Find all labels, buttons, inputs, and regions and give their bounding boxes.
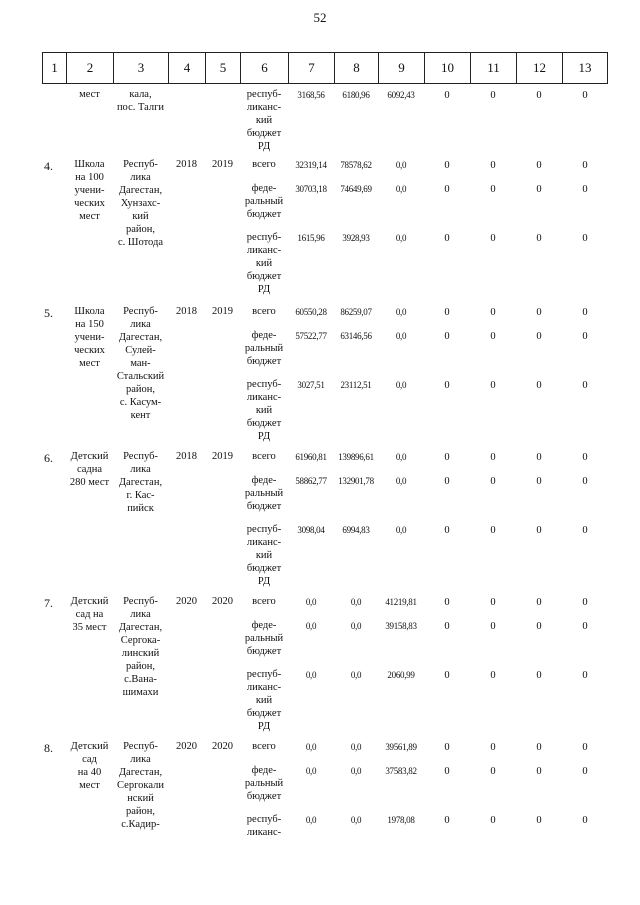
value-col-7: 0,0 — [305, 742, 317, 752]
value-col-8: 74649,69 — [340, 184, 372, 194]
value-col-11: 0 — [490, 233, 496, 244]
value-col-10: 0 — [444, 525, 450, 536]
object-location: Респуб- лика Дагестан, Сергока- линский район, с.Вана- шимахи — [118, 596, 163, 698]
value-col-11: 0 — [490, 742, 496, 753]
value-col-12: 0 — [536, 452, 542, 463]
row-number: 7. — [44, 596, 53, 610]
value-col-8: 132901,78 — [338, 476, 374, 486]
value-col-8: 0,0 — [350, 815, 362, 825]
value-col-10: 0 — [444, 452, 450, 463]
funding-source: всего — [252, 306, 276, 317]
funding-source: феде- ральный бюджет — [244, 330, 284, 367]
value-col-12: 0 — [536, 670, 542, 681]
funding-source: феде- ральный бюджет — [244, 620, 284, 657]
value-col-13: 0 — [582, 621, 588, 632]
column-header-5: 5 — [205, 53, 240, 83]
value-col-7: 3027,51 — [297, 380, 325, 390]
object-name: Школа на 150 учени- ческих мест — [74, 306, 105, 369]
value-col-12: 0 — [536, 815, 542, 826]
value-col-12: 0 — [536, 742, 542, 753]
value-col-7: 60550,28 — [295, 307, 327, 317]
value-col-13: 0 — [582, 331, 588, 342]
start-year: 2018 — [176, 159, 197, 170]
value-col-12: 0 — [536, 476, 542, 487]
value-col-12: 0 — [536, 621, 542, 632]
funding-source: феде- ральный бюджет — [244, 475, 284, 512]
value-col-8: 0,0 — [350, 742, 362, 752]
value-col-8: 6180,96 — [342, 90, 370, 100]
value-col-7: 30703,18 — [295, 184, 327, 194]
funding-source: респуб- ликанс- кий бюджет РД — [246, 524, 282, 587]
end-year: 2019 — [212, 451, 233, 462]
column-header-9: 9 — [378, 53, 424, 83]
value-col-13: 0 — [582, 670, 588, 681]
value-col-7: 32319,14 — [295, 160, 327, 170]
object-location: Респуб- лика Дагестан, Сулей- ман- Стальский район, с. Касум- кент — [116, 306, 165, 421]
object-name: Детский сад на 35 мест — [70, 596, 109, 633]
value-col-13: 0 — [582, 233, 588, 244]
column-header-8: 8 — [334, 53, 378, 83]
value-col-7: 58862,77 — [295, 476, 327, 486]
value-col-13: 0 — [582, 766, 588, 777]
value-col-10: 0 — [444, 307, 450, 318]
value-col-12: 0 — [536, 525, 542, 536]
value-col-7: 3168,56 — [297, 90, 325, 100]
value-col-9: 0,0 — [395, 160, 407, 170]
column-header-13: 13 — [562, 53, 608, 83]
value-col-7: 0,0 — [305, 766, 317, 776]
end-year: 2019 — [212, 306, 233, 317]
value-col-12: 0 — [536, 380, 542, 391]
value-col-9: 0,0 — [395, 476, 407, 486]
value-col-12: 0 — [536, 331, 542, 342]
funding-source: всего — [252, 741, 276, 752]
column-header-6: 6 — [240, 53, 288, 83]
funding-source: всего — [252, 159, 276, 170]
value-col-8: 0,0 — [350, 766, 362, 776]
value-col-11: 0 — [490, 90, 496, 101]
value-col-10: 0 — [444, 90, 450, 101]
value-col-13: 0 — [582, 90, 588, 101]
value-col-11: 0 — [490, 331, 496, 342]
start-year: 2020 — [176, 596, 197, 607]
value-col-9: 39561,89 — [385, 742, 417, 752]
value-col-8: 23112,51 — [340, 380, 372, 390]
funding-source: респуб- ликанс- кий бюджет РД — [246, 89, 282, 152]
value-col-11: 0 — [490, 597, 496, 608]
value-col-13: 0 — [582, 476, 588, 487]
object-name: Детский садна 280 мест — [69, 451, 110, 488]
value-col-9: 0,0 — [395, 184, 407, 194]
value-col-13: 0 — [582, 184, 588, 195]
value-col-9: 6092,43 — [387, 90, 415, 100]
end-year: 2019 — [212, 159, 233, 170]
funding-source: феде- ральный бюджет — [244, 183, 284, 220]
end-year: 2020 — [212, 741, 233, 752]
value-col-13: 0 — [582, 307, 588, 318]
value-col-11: 0 — [490, 160, 496, 171]
object-name: Школа на 100 учени- ческих мест — [74, 159, 105, 222]
value-col-11: 0 — [490, 184, 496, 195]
value-col-9: 41219,81 — [385, 597, 417, 607]
value-col-10: 0 — [444, 331, 450, 342]
value-col-7: 3098,04 — [297, 525, 325, 535]
value-col-9: 0,0 — [395, 380, 407, 390]
funding-source: феде- ральный бюджет — [244, 765, 284, 802]
value-col-10: 0 — [444, 766, 450, 777]
value-col-12: 0 — [536, 160, 542, 171]
object-location: Респуб- лика Дагестан, г. Кас- пийск — [118, 451, 163, 514]
value-col-9: 39158,83 — [385, 621, 417, 631]
value-col-10: 0 — [444, 160, 450, 171]
value-col-12: 0 — [536, 184, 542, 195]
value-col-9: 0,0 — [395, 525, 407, 535]
value-col-13: 0 — [582, 815, 588, 826]
row-number: 4. — [44, 159, 53, 173]
value-col-10: 0 — [444, 380, 450, 391]
value-col-8: 86259,07 — [340, 307, 372, 317]
value-col-8: 6994,83 — [342, 525, 370, 535]
value-col-11: 0 — [490, 380, 496, 391]
value-col-9: 0,0 — [395, 452, 407, 462]
value-col-12: 0 — [536, 90, 542, 101]
funding-source: респуб- ликанс- — [246, 814, 282, 838]
column-header-10: 10 — [424, 53, 470, 83]
object-location: Респуб- лика Дагестан, Сергокали нский район, с.Кадир- — [117, 741, 164, 830]
value-col-9: 1978,08 — [387, 815, 415, 825]
table-header-row — [42, 52, 608, 84]
value-col-7: 1615,96 — [297, 233, 325, 243]
column-header-12: 12 — [516, 53, 562, 83]
value-col-7: 61960,81 — [295, 452, 327, 462]
object-location: Респуб- лика Дагестан, Хунзахс- кий район, с. Шотода — [117, 159, 163, 248]
start-year: 2020 — [176, 741, 197, 752]
column-header-4: 4 — [168, 53, 205, 83]
value-col-8: 0,0 — [350, 670, 362, 680]
value-col-10: 0 — [444, 233, 450, 244]
value-col-11: 0 — [490, 815, 496, 826]
object-name: Детский сад на 40 мест — [70, 741, 109, 791]
value-col-7: 0,0 — [305, 597, 317, 607]
start-year: 2018 — [176, 451, 197, 462]
page-number: 52 — [313, 10, 327, 25]
funding-source: респуб- ликанс- кий бюджет РД — [246, 669, 282, 732]
value-col-9: 0,0 — [395, 307, 407, 317]
value-col-11: 0 — [490, 766, 496, 777]
value-col-10: 0 — [444, 670, 450, 681]
funding-source: всего — [252, 451, 276, 462]
funding-source: респуб- ликанс- кий бюджет РД — [246, 232, 282, 295]
value-col-7: 57522,77 — [295, 331, 327, 341]
value-col-7: 0,0 — [305, 621, 317, 631]
value-col-7: 0,0 — [305, 815, 317, 825]
value-col-13: 0 — [582, 525, 588, 536]
value-col-10: 0 — [444, 742, 450, 753]
start-year: 2018 — [176, 306, 197, 317]
funding-source: респуб- ликанс- кий бюджет РД — [246, 379, 282, 442]
value-col-10: 0 — [444, 815, 450, 826]
column-header-3: 3 — [113, 53, 168, 83]
value-col-8: 0,0 — [350, 597, 362, 607]
value-col-13: 0 — [582, 597, 588, 608]
value-col-7: 0,0 — [305, 670, 317, 680]
value-col-12: 0 — [536, 307, 542, 318]
value-col-10: 0 — [444, 597, 450, 608]
column-header-1: 1 — [42, 53, 66, 83]
end-year: 2020 — [212, 596, 233, 607]
value-col-11: 0 — [490, 307, 496, 318]
column-header-2: 2 — [66, 53, 113, 83]
value-col-9: 2060,99 — [387, 670, 415, 680]
row-number: 5. — [44, 306, 53, 320]
value-col-9: 37583,82 — [385, 766, 417, 776]
value-col-9: 0,0 — [395, 331, 407, 341]
value-col-13: 0 — [582, 380, 588, 391]
value-col-8: 139896,61 — [338, 452, 374, 462]
value-col-13: 0 — [582, 160, 588, 171]
column-header-7: 7 — [288, 53, 334, 83]
value-col-10: 0 — [444, 621, 450, 632]
value-col-11: 0 — [490, 525, 496, 536]
column-header-11: 11 — [470, 53, 516, 83]
value-col-12: 0 — [536, 766, 542, 777]
value-col-10: 0 — [444, 476, 450, 487]
value-col-8: 63146,56 — [340, 331, 372, 341]
row-number: 8. — [44, 741, 53, 755]
funding-source: всего — [252, 596, 276, 607]
value-col-12: 0 — [536, 597, 542, 608]
value-col-12: 0 — [536, 233, 542, 244]
object-location: кала, пос. Талги — [116, 89, 165, 113]
value-col-11: 0 — [490, 670, 496, 681]
value-col-8: 78578,62 — [340, 160, 372, 170]
value-col-8: 0,0 — [350, 621, 362, 631]
object-name: мест — [79, 89, 100, 100]
value-col-8: 3928,93 — [342, 233, 370, 243]
value-col-11: 0 — [490, 621, 496, 632]
row-number: 6. — [44, 451, 53, 465]
value-col-11: 0 — [490, 452, 496, 463]
value-col-13: 0 — [582, 452, 588, 463]
value-col-11: 0 — [490, 476, 496, 487]
value-col-13: 0 — [582, 742, 588, 753]
value-col-9: 0,0 — [395, 233, 407, 243]
value-col-10: 0 — [444, 184, 450, 195]
